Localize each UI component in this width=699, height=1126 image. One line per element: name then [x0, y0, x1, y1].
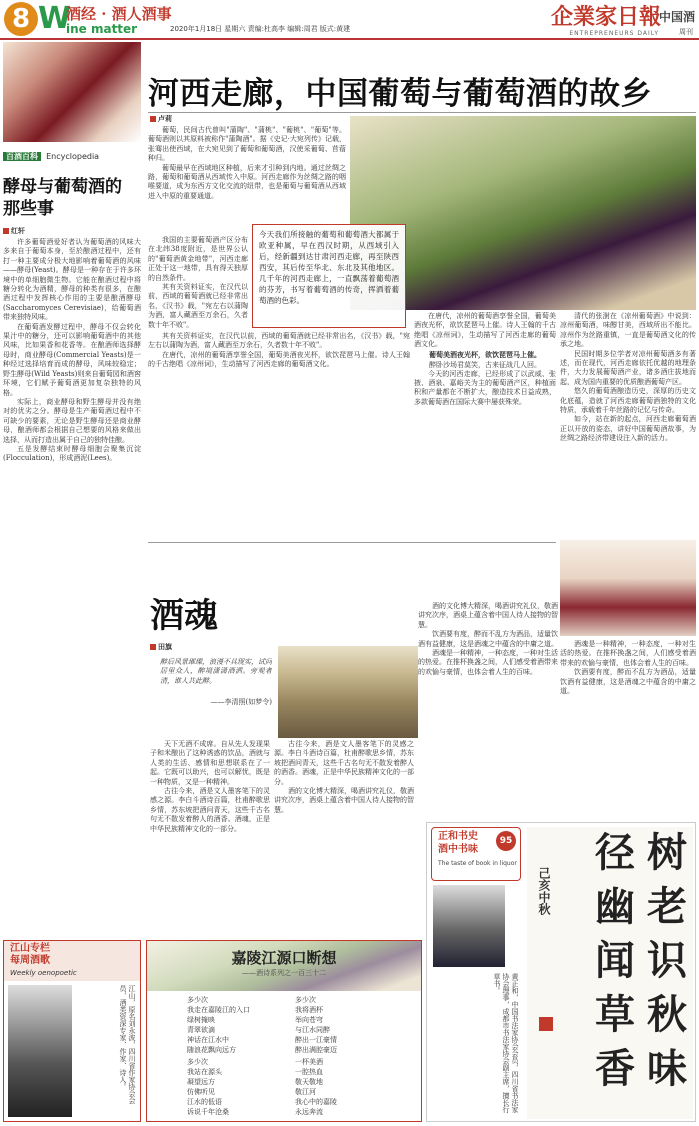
poem-line-2: 醉卧沙场君莫笑，古来征战几人回。 [429, 360, 541, 369]
paragraph: 许多葡萄酒爱好者认为葡萄酒的风味大多来自于葡萄本身，至於酿酒过程中，还有打一种主要成分极大地影响着葡萄酒的风味——酵母(Yeast)。酵母是一种存在于许多环境中的单细胞微生物。它能在酿酒过程中将糖分转化为酒精，酵母的种类有很多，在酿酒过程中发挥核心作用的主要是酿酒酵母(Saccharomyces Cerevisiae)，给葡萄酒带来独特风味。 [3, 238, 141, 322]
poem-line: 绿树掩映 [187, 1016, 215, 1024]
poem-line: 敬江河 [295, 1088, 316, 1096]
poem-box [146, 940, 422, 1122]
poem-subtitle: ——酒诗系列之一百三十二 [242, 969, 326, 977]
poem-line: 凝望远方 [187, 1078, 215, 1086]
paragraph: 天下无酒不成席。自从先人发现果子和米酿出了这种诱惑的饮品，酒就与人类的生活、感情和思想联系在了一起。它既可以助兴，也可以解忧，既是一种物质，又是一种精神。 [150, 740, 270, 786]
encyclopedia-tag-row [3, 144, 141, 163]
badge-line-1: 正和书史 [438, 831, 478, 842]
weekly-poem-column-box [3, 940, 141, 1122]
calligraphy-column [426, 822, 696, 1122]
main-article-body-5 [560, 312, 696, 540]
yeast-article-body [3, 238, 141, 608]
calligraphy-char: 闻 [595, 937, 635, 984]
paragraph: 在唐代，凉州的葡萄酒享誉全国，葡萄美酒夜光杯，欲饮琵琶马上催。诗人王翰的千古绝唱《凉州词》，生动描写了河西走廊的葡萄酒文化。 [148, 350, 410, 369]
encyclopedia-tag-en: Encyclopedia [46, 152, 100, 161]
main-article-body-4 [414, 312, 556, 540]
hunz-body-3 [418, 602, 558, 818]
paragraph: 悠久的葡萄酒酿造历史，深厚的历史文化底蕴，造就了河西走廊葡萄酒独特的文化特质，承载着千年丝路的记忆与传奇。 [560, 387, 696, 415]
poem-line: 我站在源头 [187, 1068, 222, 1076]
calligraphy-char: 树 [647, 829, 687, 876]
poem-stanza-1 [187, 995, 287, 1055]
author-portrait [8, 985, 72, 1117]
poem-line: 随浪花飘向远方 [187, 1046, 236, 1054]
section-title: 酒经 · 酒人酒事 [66, 5, 172, 23]
calligraphy-char: 幽 [595, 883, 635, 930]
calligraphy-char: 草 [595, 991, 635, 1038]
main-article-body-3 [148, 332, 410, 538]
poem-line: 青翠欲滴 [187, 1026, 215, 1034]
red-seal-stamp [539, 1017, 553, 1031]
badge-english: The taste of book in liquor [438, 860, 517, 867]
paragraph: 饮酒要有度，醉而不乱方为酒品，适量饮酒有益健康，这是酒魂之中蕴含的中庸之道。 [560, 668, 696, 696]
hunz-body-4 [560, 640, 696, 820]
calligraphy-char: 径 [595, 829, 635, 876]
column-badge [4, 941, 140, 981]
paragraph: 在葡萄酒发酵过程中，酵母不仅会转化果汁中的糖分，还可以影响葡萄酒中的其他风味，比如果香和花香等。在酿酒师选择酵母时，商业酵母(Commercial Yeasts)是一种经过选择培育而成的酵母，风味较稳定；野生酵母(Wild Yeasts)则来自葡萄园和酒窖环境，它们赋予葡萄酒更加复杂独特的风格。 [3, 322, 141, 397]
poem-line: 举向苍穹 [295, 1016, 323, 1024]
encyclopedia-tag: 百酒百科 [3, 152, 41, 161]
paragraph: 酒的文化博大精深，喝酒讲究礼仪，敬酒讲究次序，酒桌上蕴含着中国人待人接物的智慧。 [418, 602, 558, 629]
paragraph: 其有关资料证实，在汉代以前，西域的葡萄酒就已经非常出名，《汉书》载，"宛左右以蒲陶为酒，富人藏酒至万余石，久者数十年不败"。 [148, 332, 410, 350]
section-divider [148, 542, 556, 543]
poem-line: 一杯美酒 [295, 1058, 323, 1066]
poem-line: 我走在嘉陵江的入口 [187, 1006, 250, 1014]
poem-line: 我心中的嘉陵 [295, 1098, 337, 1106]
column-subname: 每周酒歌 [10, 955, 50, 966]
poem-line: 永远奔流 [295, 1108, 323, 1116]
poem-line: 神话在江水中 [187, 1036, 229, 1044]
paragraph: 实际上，商业酵母和野生酵母并没有绝对的优劣之分。酵母是生产葡萄酒过程中不可缺少的要素，无论是野生酵母还是商业酵母，酿酒师都会根据自己想要的风格来做出选择，从而打造出属于自己的独特佳酿。 [3, 397, 141, 444]
newspaper-brand-english: ENTREPRENEURS DAILY [569, 30, 659, 37]
calligrapher-bio: 黄正和，中国书法家协会会员，四川省书法家协会理事，成都市书法家协会副主席，擅长行草书。 [493, 973, 519, 1113]
poem-line: 敬天敬地 [295, 1078, 323, 1086]
calligraphy-char: 秋 [647, 991, 687, 1038]
poem-line: 醉出满腔豪迈 [295, 1046, 337, 1054]
calligraphy-char: 味 [647, 1045, 687, 1092]
calligraphy-inscription: 己亥中秋 [537, 867, 551, 915]
yeast-article-title-2: 那些事 [3, 199, 54, 219]
poem-line: 江水的低语 [187, 1098, 222, 1106]
paragraph: 民国时期多位学者对凉州葡萄酒多有著述，而在现代，河西走廊依托优越的地理条件，大力发展葡萄酒产业，诸多酒庄拔地而起，成为国内重要的优质酿酒葡萄产区。 [560, 349, 696, 386]
paragraph: 今天的河西走廊，已经形成了以武威、张掖、酒泉、嘉峪关为主的葡萄酒产区，种植面积和产量都在不断扩大，酿造技术日益成熟，多款葡萄酒在国际大赛中屡获殊荣。 [414, 369, 556, 406]
hunz-quote-attribution: ——李清照(如梦令) [210, 698, 272, 706]
poem-line: 仿佛听见 [187, 1088, 215, 1096]
main-article-callout: 今天我们所接触的葡萄和葡萄酒大都属于欧亚种属，早在西汉时期，从西域引入后，经新疆到达甘肃河西走廊，再至陕西西安，其后传至华北、东北及其他地区。几千年的河西走廊上，一直飘荡着葡萄酒的芬芳，书写着葡萄酒的传奇，挥洒着葡萄酒的色彩。 [252, 224, 406, 328]
paragraph: 饮酒要有度，醉而不乱方为酒品，适量饮酒有益健康，这是酒魂之中蕴含的中庸之道。 [418, 630, 558, 648]
newspaper-brand-secondary: 中国酒 [658, 10, 695, 24]
poem-stanza-3 [295, 995, 405, 1055]
column-badge-book [431, 827, 521, 881]
author-intro: 江山，原名刘永波，四川省作家协会会员，酒类资深专家、作家、诗人。 [119, 985, 136, 1104]
poem-line: 诉说千年沧桑 [187, 1108, 229, 1116]
hunz-quote: 醉后风景璀璨，浪漫不具现实，试问居里众人，醉境潇潇酒洒。旁观者清，谁人共此醉。 [160, 658, 272, 685]
main-article-byline: 卢莉 [150, 114, 172, 124]
page-letter: W [38, 1, 72, 36]
calligraphy-artwork [527, 827, 693, 1119]
poem-stanza-4 [295, 1057, 405, 1117]
brand-week-label: 周刊 [679, 28, 693, 36]
paragraph: 葡萄最早在西域地区种植，后来才引种到内地。通过丝绸之路，葡萄和葡萄酒从西域传入中原。河西走廊作为丝绸之路的咽喉要道，成为东西方文化交流的纽带，也是葡萄与葡萄酒从西域进入中原的重要通道。 [148, 163, 346, 200]
issue-number-badge: 95 [496, 831, 516, 851]
paragraph: 古往今来，酒是文人墨客笔下的灵感之源。李白斗酒诗百篇，杜甫醉歌思乡情，苏东坡把酒问青天，这些千古名句无不散发着醉人的酒香。酒魂，正是中华民族精神文化的一部分。 [150, 787, 270, 833]
issue-meta: 2020年1月18日 星期六 责编:杜高李 编辑:周君 版式:黄建 [170, 25, 351, 33]
wine-pour-photo [3, 42, 141, 142]
poem-stanza-2 [187, 1057, 287, 1117]
paragraph: 酒魂是一种精神，一种态度，一种对生活的热爱。在推杯换盏之间，人们感受着酒带来的欢愉与豪情，也体会着人生的百味。 [418, 649, 558, 676]
poem-line: 多少次 [187, 996, 208, 1004]
drinking-scene-painting [278, 646, 418, 738]
header-rule [0, 38, 699, 40]
yeast-article-title-1: 酵母与葡萄酒的 [3, 177, 122, 197]
paragraph: 我国的主要葡萄酒产区分布在北纬38度附近，是世界公认的"葡萄酒黄金地带"，河西走廊正处于这一地带，具有得天独厚的自然条件。 [148, 236, 248, 282]
newspaper-brand: 企業家日報 [550, 4, 661, 30]
paragraph: 古往今来，酒是文人墨客笔下的灵感之源。李白斗酒诗百篇，杜甫醉歌思乡情，苏东坡把酒问青天，这些千古名句无不散发着醉人的酒香。酒魂，正是中华民族精神文化的一部分。 [274, 740, 414, 786]
paragraph: 如今，站在新的起点，河西走廊葡萄酒正以开放的姿态，讲好中国葡萄酒故事，为丝绸之路经济带建设注入新的活力。 [560, 415, 696, 443]
poem-line: 我将酒杯 [295, 1006, 323, 1014]
poem-line: 一腔热血 [295, 1068, 323, 1076]
calligraphy-char: 香 [595, 1045, 635, 1092]
section-subtitle: ine matter [66, 22, 138, 36]
column-name: 江山专栏 [10, 943, 50, 954]
poem-line: 多少次 [295, 996, 316, 1004]
poem-line: 多少次 [187, 1058, 208, 1066]
calligraphy-char: 识 [647, 937, 687, 984]
wine-glasses-photo [560, 540, 696, 636]
main-article-title: 河西走廊，中国葡萄与葡萄酒的故乡 [148, 76, 652, 112]
paragraph: 葡萄，民间古代曾叫"蒲陶"、"蒲桃"、"葡桃"、"葡萄"等。葡萄酒则以其原料被称作"蒲陶酒"。据《史记·大宛列传》记载，张骞出使西域，在大宛见到了葡萄和葡萄酒，汉使采葡萄、苜蓿种归。 [148, 126, 346, 163]
paragraph: 五是发酵结束时酵母细胞会聚集沉淀(Flocculation)，形成酒泥(Lees)。 [3, 444, 141, 463]
poem-title: 嘉陵江源口断想 [231, 949, 337, 967]
paragraph: 酒的文化博大精深，喝酒讲究礼仪，敬酒讲究次序，酒桌上蕴含着中国人待人接物的智慧。 [274, 787, 414, 814]
title-rule [148, 112, 696, 113]
hunz-byline: 田旗 [150, 642, 172, 652]
column-name-en: Weekly oenopoetic [10, 969, 77, 977]
calligraphy-char: 老 [647, 883, 687, 930]
paragraph: 在唐代，凉州的葡萄酒享誉全国，葡萄美酒夜光杯，欲饮琵琶马上催。诗人王翰的千古绝唱《凉州词》，生动描写了河西走廊的葡萄酒文化。 [414, 312, 556, 349]
hunz-title: 酒魂 [150, 596, 218, 636]
poem-line-1: 葡萄美酒夜光杯，欲饮琵琶马上催。 [429, 349, 541, 359]
page-number-badge: 8 [4, 2, 38, 36]
paragraph: 清代的张澍在《凉州葡萄酒》中说到：凉州葡萄酒，味醇甘美，西域所出不能比。凉州作为丝路重镇，一直是葡萄酒文化的传承之地。 [560, 312, 696, 349]
poem-line: 与江水同醉 [295, 1026, 330, 1034]
calligrapher-portrait [433, 885, 505, 967]
paragraph: 其有关资料证实，在汉代以前，西域的葡萄酒就已经非常出名，《汉书》载，"宛左右以蒲陶为酒，富人藏酒至万余石，久者数十年不败"。 [148, 283, 248, 329]
yeast-article-byline: 红轩 [3, 226, 25, 236]
paragraph: 酒魂是一种精神，一种态度，一种对生活的热爱。在推杯换盏之间，人们感受着酒带来的欢愉与豪情，也体会着人生的百味。 [560, 640, 696, 667]
badge-line-2: 酒中书味 [438, 844, 478, 855]
poem-line: 醉出一江豪情 [295, 1036, 337, 1044]
